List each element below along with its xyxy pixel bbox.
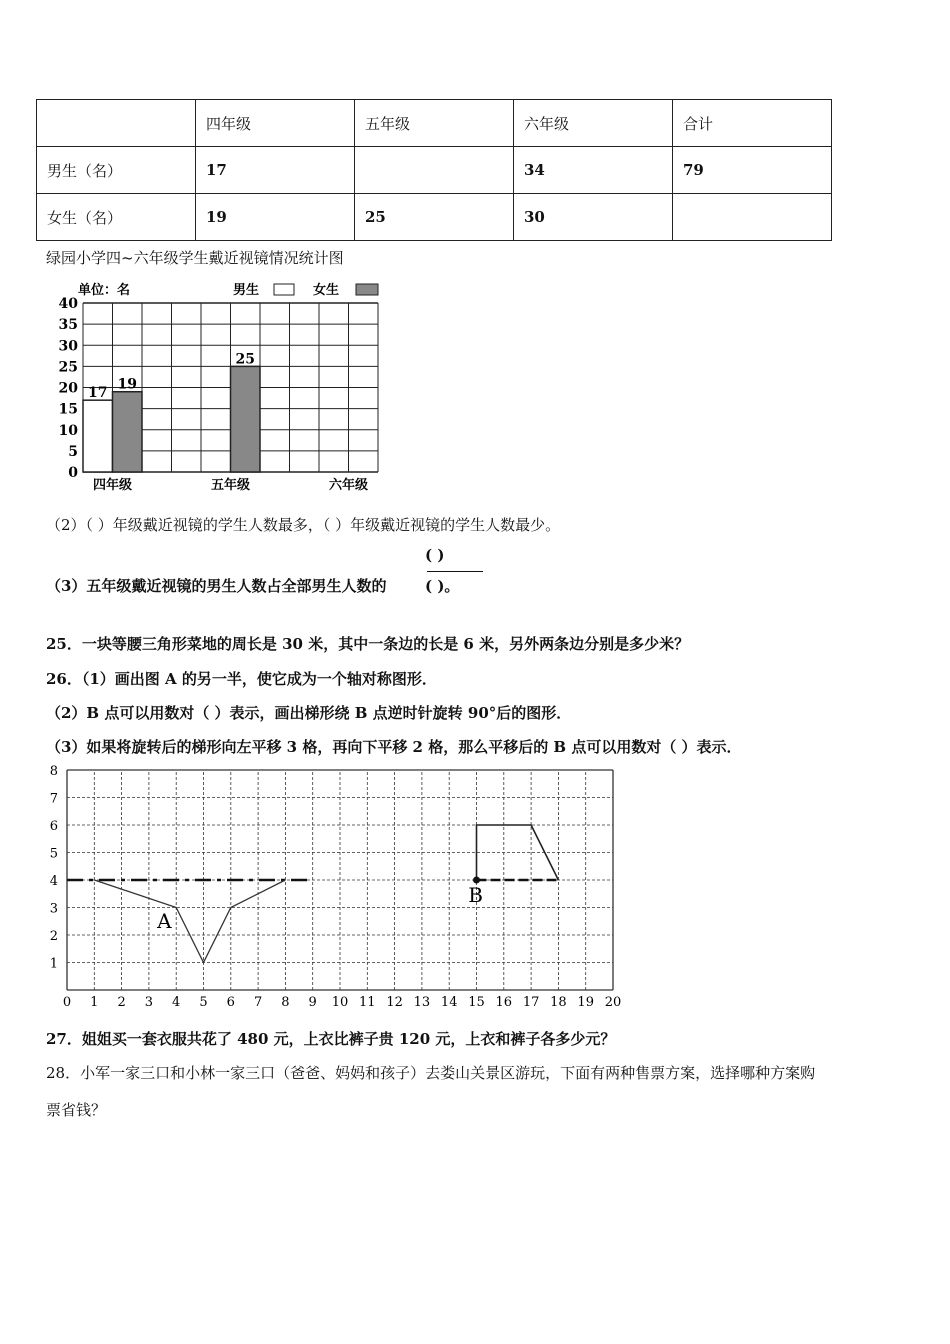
y-tick-label: 7	[49, 791, 58, 807]
y-tick-label: 8	[49, 764, 58, 779]
x-tick-label: 14	[440, 995, 458, 1010]
y-tick-label: 6	[49, 819, 58, 834]
table-row	[37, 147, 832, 194]
bar	[231, 366, 261, 472]
y-tick-label: 5	[49, 846, 58, 862]
y-tick-label: 30	[58, 338, 78, 355]
y-tick-label: 10	[58, 422, 78, 439]
question-28-line2: 票省钱？	[46, 1101, 107, 1119]
legend-female-swatch	[356, 284, 378, 295]
table-cell: 六年级	[514, 100, 673, 147]
table-cell: 79	[673, 147, 832, 194]
x-tick-label: 0	[62, 995, 72, 1010]
bar-data-label: 25	[235, 351, 255, 368]
x-tick-label: 7	[253, 995, 263, 1010]
q24-part2: （2）（ ）年级戴近视镜的学生人数最多，（ ）年级戴近视镜的学生人数最少。	[46, 516, 561, 534]
y-tick-label: 4	[49, 874, 58, 889]
table-cell: 30	[514, 194, 673, 241]
y-tick-label: 3	[49, 901, 58, 917]
bar	[83, 400, 113, 472]
y-tick-label: 40	[58, 296, 78, 312]
label-a: A	[157, 909, 172, 934]
x-tick-label: 11	[359, 995, 376, 1010]
x-tick-label: 3	[144, 995, 154, 1010]
table-cell: 五年级	[355, 100, 514, 147]
x-tick-label: 13	[413, 995, 431, 1010]
x-tick-label: 9	[308, 995, 317, 1010]
x-tick-label: 1	[90, 995, 99, 1010]
y-tick-label: 1	[49, 956, 58, 972]
grid-lines	[67, 770, 613, 990]
x-tick-label: 20	[604, 995, 622, 1010]
question-27: 27．姐姐买一套衣服共花了 480 元，上衣比裤子贵 120 元，上衣和裤子各多少元？	[46, 1030, 616, 1048]
y-tick-label: 35	[58, 317, 78, 334]
table-row	[37, 100, 832, 147]
x-tick-label: 五年级	[210, 478, 251, 493]
table-cell: 四年级	[196, 100, 355, 147]
question-26-part1: 26．（1）画出图 A 的另一半，使它成为一个轴对称图形．	[46, 670, 437, 688]
fraction-denominator: ( )。	[425, 577, 460, 595]
question-26-part3: （3）如果将旋转后的梯形向左平移 3 格，再向下平移 2 格，那么平移后的 B 点可以用数对（ ）表示．	[46, 738, 742, 756]
bar-data-label: 17	[88, 385, 108, 402]
bar	[113, 392, 143, 472]
table-cell: 25	[355, 194, 514, 241]
table-cell	[37, 100, 196, 147]
bar-chart	[50, 278, 390, 496]
chart-title: 绿园小学四~六年级学生戴近视镜情况统计图	[46, 249, 344, 267]
q24-part3: （3）五年级戴近视镜的男生人数占全部男生人数的	[46, 577, 387, 595]
table-cell: 男生（名）	[37, 147, 196, 194]
table-cell: 女生（名）	[37, 194, 196, 241]
coordinate-grid	[40, 760, 640, 1012]
legend-female: 女生	[313, 283, 340, 298]
x-tick-label: 12	[386, 995, 403, 1010]
y-tick-label: 0	[68, 465, 78, 481]
y-tick-label: 2	[49, 929, 58, 944]
question-26-part2: （2）B 点可以用数对（ ）表示，画出梯形绕 B 点逆时针旋转 90°后的图形．	[46, 704, 572, 722]
x-tick-label: 18	[550, 995, 567, 1010]
x-tick-label: 4	[172, 995, 181, 1010]
y-tick-label: 25	[58, 359, 78, 376]
x-tick-label: 5	[199, 995, 208, 1010]
x-tick-label: 19	[577, 995, 594, 1010]
stats-table	[36, 99, 832, 241]
fraction-numerator: ( )	[425, 546, 445, 564]
unit-label: 单位：名	[78, 283, 131, 298]
table-cell: 合计	[673, 100, 832, 147]
question-25: 25．一块等腰三角形菜地的周长是 30 米，其中一条边的长是 6 米，另外两条边分别是多少米？	[46, 635, 690, 653]
table-row	[37, 194, 832, 241]
table-cell: 19	[196, 194, 355, 241]
figure-a	[94, 880, 285, 963]
bar-data-label: 19	[117, 376, 137, 393]
x-tick-label: 六年级	[328, 478, 369, 493]
legend-male-swatch	[274, 284, 294, 295]
table-cell	[355, 147, 514, 194]
x-tick-label: 17	[522, 995, 540, 1010]
x-tick-label: 2	[117, 995, 126, 1010]
x-tick-label: 四年级	[92, 478, 133, 493]
x-tick-label: 16	[495, 995, 513, 1010]
question-28-line1: 28．小军一家三口和小林一家三口（爸爸、妈妈和孩子）去娄山关景区游玩，下面有两种售票方案，选择哪种方案购	[46, 1064, 816, 1082]
x-tick-label: 8	[281, 995, 290, 1010]
grid-labels	[50, 764, 622, 1010]
x-tick-label: 6	[226, 995, 235, 1010]
table-cell	[673, 194, 832, 241]
table-cell: 34	[514, 147, 673, 194]
fraction-bar	[427, 571, 483, 572]
label-b: B	[468, 883, 484, 907]
table-cell: 17	[196, 147, 355, 194]
legend-male: 男生	[233, 283, 260, 298]
x-tick-label: 10	[331, 995, 349, 1010]
y-tick-label: 5	[68, 443, 78, 460]
x-tick-label: 15	[468, 995, 485, 1010]
y-tick-label: 15	[58, 401, 78, 418]
y-tick-label: 20	[58, 380, 78, 397]
